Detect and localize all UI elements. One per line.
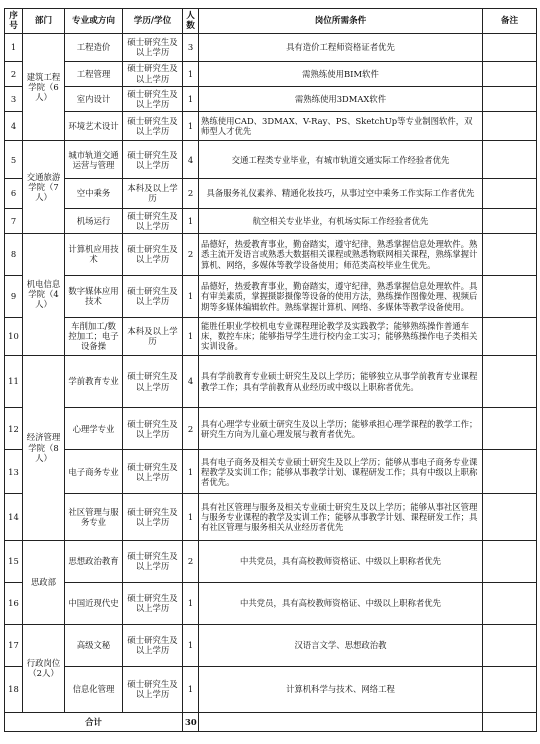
row-major: 机场运行 [65, 208, 123, 233]
row-count: 2 [183, 179, 199, 208]
table-row [5, 86, 537, 111]
row-req: 熟练使用CAD、3DMAX、V-Ray、PS、SketchUp等专业制图软件，双师型人才优先 [199, 111, 483, 140]
header-row [5, 9, 537, 34]
header-dept: 部门 [23, 9, 65, 34]
row-count: 1 [183, 450, 199, 494]
row-major: 城市轨道交通运营与管理 [65, 141, 123, 179]
row-edu: 硕士研究生及以上学历 [123, 275, 183, 317]
total-count: 30 [183, 713, 199, 732]
row-note [483, 179, 537, 208]
table-row [5, 208, 537, 233]
header-count: 人数 [183, 9, 199, 34]
total-row [5, 713, 537, 732]
row-major: 社区管理与服务专业 [65, 494, 123, 540]
row-major: 高级文秘 [65, 624, 123, 666]
table-row [5, 540, 537, 582]
header-major: 专业或方向 [65, 9, 123, 34]
table-row [5, 582, 537, 624]
row-edu: 硕士研究生及以上学历 [123, 624, 183, 666]
row-no: 9 [5, 275, 23, 317]
row-req: 中共党员，具有高校教师资格证、中级以上职称者优先 [199, 540, 483, 582]
header-seq: 序号 [5, 9, 23, 34]
dept-cell: 思政部 [23, 540, 65, 624]
row-edu: 硕士研究生及以上学历 [123, 408, 183, 450]
row-req: 具有心理学专业硕士研究生及以上学历；能够承担心理学课程的教学工作；研究生方向为儿童心理发展与教育者优先。 [199, 408, 483, 450]
row-major: 电子商务专业 [65, 450, 123, 494]
row-note [483, 494, 537, 540]
row-no: 14 [5, 494, 23, 540]
row-note [483, 208, 537, 233]
table-row [5, 666, 537, 712]
row-note [483, 275, 537, 317]
row-count: 4 [183, 141, 199, 179]
total-req-blank [199, 713, 483, 732]
row-note [483, 86, 537, 111]
row-req: 汉语言文学、思想政治教 [199, 624, 483, 666]
total-label: 合计 [5, 713, 183, 732]
total-note-blank [483, 713, 537, 732]
row-no: 7 [5, 208, 23, 233]
row-major: 室内设计 [65, 86, 123, 111]
row-note [483, 450, 537, 494]
row-no: 8 [5, 233, 23, 275]
row-req: 需熟练使用BIM软件 [199, 61, 483, 86]
row-no: 16 [5, 582, 23, 624]
row-edu: 硕士研究生及以上学历 [123, 208, 183, 233]
row-major: 信息化管理 [65, 666, 123, 712]
row-edu: 硕士研究生及以上学历 [123, 61, 183, 86]
row-major: 学前教育专业 [65, 355, 123, 408]
row-note [483, 233, 537, 275]
header-note: 备注 [483, 9, 537, 34]
row-req: 品德好，热爱教育事业，勤奋踏实，遵守纪律，熟悉掌握信息处理软件。熟悉主流开发语言或熟悉大数据相关课程或熟悉物联网相关课程，熟练掌握计算机、网络，多媒体等教学设备使用；师范类高校毕业生优先。 [199, 233, 483, 275]
row-note [483, 582, 537, 624]
header-edu: 学历/学位 [123, 9, 183, 34]
row-note [483, 355, 537, 408]
row-note [483, 141, 537, 179]
row-req: 中共党员，具有高校教师资格证、中级以上职称者优先 [199, 582, 483, 624]
dept-cell: 交通旅游学院（7人） [23, 141, 65, 233]
dept-cell: 经济管理学院（8人） [23, 355, 65, 540]
row-note [483, 34, 537, 61]
row-note [483, 666, 537, 712]
row-count: 3 [183, 34, 199, 61]
row-no: 1 [5, 34, 23, 61]
row-no: 13 [5, 450, 23, 494]
row-major: 计算机应用技术 [65, 233, 123, 275]
row-count: 1 [183, 582, 199, 624]
row-req: 需熟练使用3DMAX软件 [199, 86, 483, 111]
recruitment-table [4, 8, 537, 732]
row-count: 1 [183, 208, 199, 233]
row-major: 工程管理 [65, 61, 123, 86]
row-no: 3 [5, 86, 23, 111]
dept-cell: 建筑工程学院（6人） [23, 34, 65, 141]
row-count: 1 [183, 666, 199, 712]
row-req: 航空相关专业毕业，有机场实际工作经验者优先 [199, 208, 483, 233]
row-note [483, 408, 537, 450]
row-no: 10 [5, 317, 23, 355]
row-major: 思想政治教育 [65, 540, 123, 582]
row-count: 2 [183, 233, 199, 275]
table-row [5, 141, 537, 179]
row-req: 具有电子商务及相关专业硕士研究生及以上学历；能够从事电子商务专业课程教学及实训工作；能够从事教学计划、课程研发工作；具有中级以上职称者优先。 [199, 450, 483, 494]
table-row [5, 275, 537, 317]
table-row [5, 179, 537, 208]
row-note [483, 317, 537, 355]
header-req: 岗位所需条件 [199, 9, 483, 34]
row-no: 2 [5, 61, 23, 86]
table-row [5, 34, 537, 61]
row-count: 1 [183, 624, 199, 666]
row-req: 计算机科学与技术、网络工程 [199, 666, 483, 712]
row-edu: 硕士研究生及以上学历 [123, 111, 183, 140]
row-count: 2 [183, 408, 199, 450]
table-row [5, 355, 537, 408]
row-req: 具有社区管理与服务及相关专业硕士研究生及以上学历；能够从事社区管理与服务专业课程的教学及实训工作；能够从事教学计划、课程研发工作；具有社区管理与服务相关从业经历者优先 [199, 494, 483, 540]
row-major: 心理学专业 [65, 408, 123, 450]
row-count: 1 [183, 86, 199, 111]
row-edu: 硕士研究生及以上学历 [123, 233, 183, 275]
row-count: 1 [183, 111, 199, 140]
table-row [5, 233, 537, 275]
row-no: 12 [5, 408, 23, 450]
row-edu: 硕士研究生及以上学历 [123, 34, 183, 61]
row-note [483, 624, 537, 666]
dept-cell: 机电信息学院（4人） [23, 233, 65, 355]
row-major: 工程造价 [65, 34, 123, 61]
row-req: 交通工程类专业毕业，有城市轨道交通实际工作经验者优先 [199, 141, 483, 179]
table-row [5, 111, 537, 140]
row-major: 车削加工/数控加工；电子设备操 [65, 317, 123, 355]
row-count: 1 [183, 494, 199, 540]
dept-cell: 行政岗位（2人） [23, 624, 65, 712]
row-req: 能胜任职业学校机电专业课程理论教学及实践教学；能够熟练操作普通车床，数控车床；能够指导学生进行校内金工实习；能够熟练操作电子类相关实训设备。 [199, 317, 483, 355]
row-major: 数字媒体应用技术 [65, 275, 123, 317]
row-no: 4 [5, 111, 23, 140]
row-edu: 硕士研究生及以上学历 [123, 355, 183, 408]
row-major: 中国近现代史 [65, 582, 123, 624]
row-no: 11 [5, 355, 23, 408]
table-row [5, 317, 537, 355]
row-req: 具备服务礼仪素养、精通化妆技巧，从事过空中乘务工作实际工作者优先 [199, 179, 483, 208]
row-edu: 硕士研究生及以上学历 [123, 666, 183, 712]
row-count: 1 [183, 61, 199, 86]
row-major: 空中乘务 [65, 179, 123, 208]
row-note [483, 540, 537, 582]
row-no: 6 [5, 179, 23, 208]
row-req: 品德好，热爱教育事业，勤奋踏实，遵守纪律，熟悉掌握信息处理软件。具有审美素质，掌握摄影摄像等设备的使用方法，熟练操作图像处理、视频后期等多媒体编辑软件。熟练掌握计算机、网络、多媒体等教学设备使用。 [199, 275, 483, 317]
row-edu: 硕士研究生及以上学历 [123, 540, 183, 582]
table-row [5, 61, 537, 86]
row-count: 1 [183, 275, 199, 317]
row-edu: 本科及以上学历 [123, 179, 183, 208]
row-no: 17 [5, 624, 23, 666]
row-edu: 硕士研究生及以上学历 [123, 494, 183, 540]
row-edu: 本科及以上学历 [123, 317, 183, 355]
table-row [5, 624, 537, 666]
row-note [483, 61, 537, 86]
row-count: 4 [183, 355, 199, 408]
row-no: 18 [5, 666, 23, 712]
row-count: 1 [183, 317, 199, 355]
table-row [5, 494, 537, 540]
table-row [5, 408, 537, 450]
row-edu: 硕士研究生及以上学历 [123, 86, 183, 111]
table-row [5, 450, 537, 494]
row-no: 15 [5, 540, 23, 582]
row-edu: 硕士研究生及以上学历 [123, 141, 183, 179]
row-req: 具有学前教育专业硕士研究生及以上学历；能够独立从事学前教育专业课程教学工作；具有学前教育从业经历或中级以上职称者优先。 [199, 355, 483, 408]
row-edu: 硕士研究生及以上学历 [123, 450, 183, 494]
row-count: 2 [183, 540, 199, 582]
row-edu: 硕士研究生及以上学历 [123, 582, 183, 624]
row-no: 5 [5, 141, 23, 179]
row-req: 具有造价工程师资格证者优先 [199, 34, 483, 61]
row-major: 环境艺术设计 [65, 111, 123, 140]
row-note [483, 111, 537, 140]
